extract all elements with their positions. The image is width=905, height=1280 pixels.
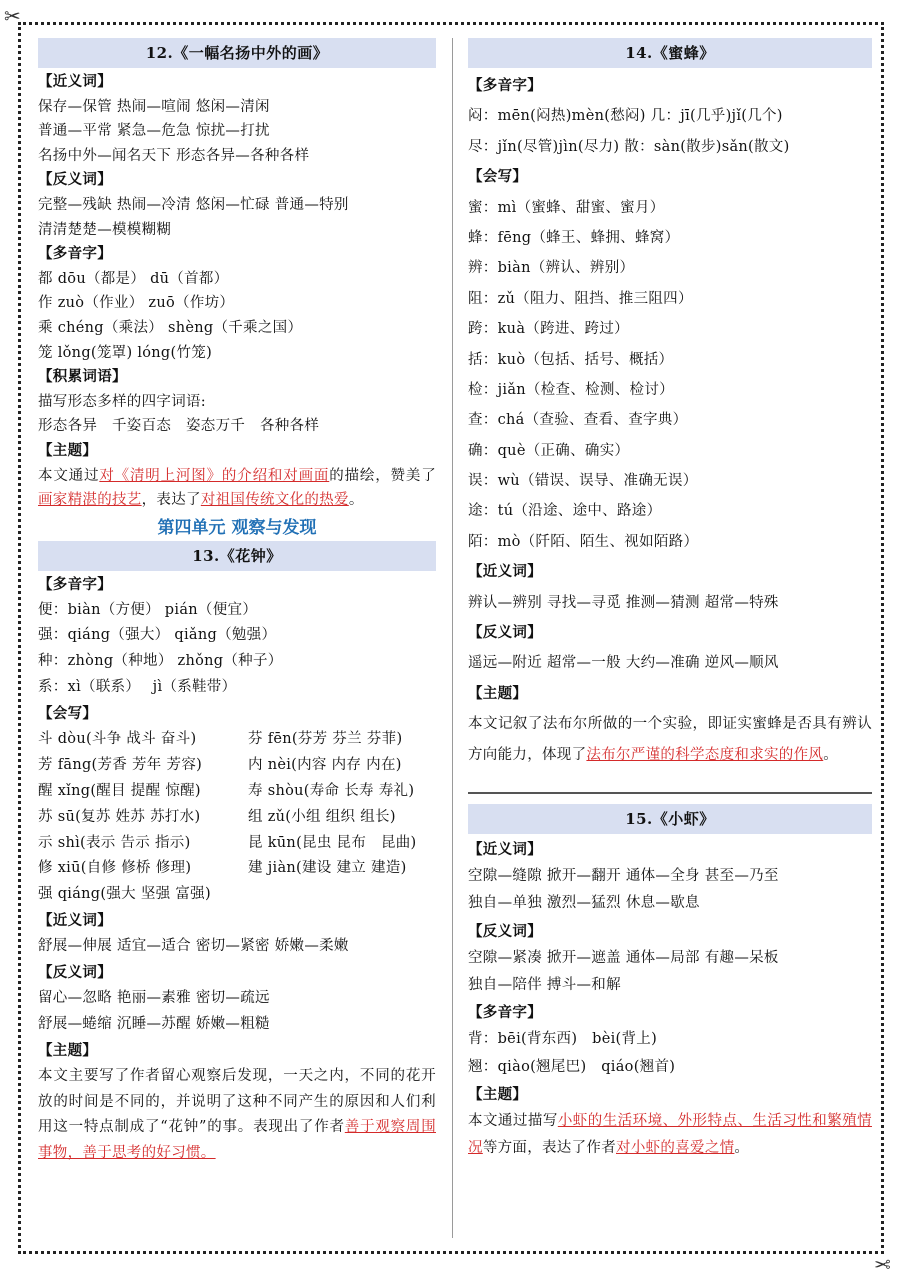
- left-column: [38, 38, 436, 1167]
- text-line: 蜂：fēng（蜂王、蜂拥、蜂窝）: [468, 229, 680, 246]
- text-line: 示 shì(表示 告示 指示): [38, 834, 191, 851]
- section-heading: 【近义词】: [468, 841, 542, 859]
- text-line: 形态各异 千姿百态 姿态万千 各种各样: [38, 418, 320, 435]
- section-heading: 【反义词】: [38, 964, 112, 982]
- text: 本文通过: [38, 467, 100, 484]
- text: 本文记叙了法布尔所做的一个实验，即证实蜜蜂是否具有辨认方向能力，体现了: [468, 716, 872, 763]
- text-line: 辨：biàn（辨认、辨别）: [468, 260, 635, 277]
- text-line: 强 qiáng(强大 坚强 富强): [38, 886, 211, 903]
- right-column: [468, 38, 872, 1162]
- highlight-text: 画家精湛的技艺: [38, 492, 142, 509]
- text-line: 普通—平常 紧急—危急 惊扰—打扰: [38, 123, 270, 140]
- text-line: 尽：jǐn(尽管)jìn(尽力) 散：sàn(散步)sǎn(散文): [468, 138, 790, 155]
- highlight-text: 对小虾的喜爱之情: [616, 1140, 735, 1157]
- text: 。: [734, 1140, 750, 1157]
- text-line: 组 zǔ(小组 组织 组长): [248, 808, 396, 825]
- section-heading: 【近义词】: [38, 912, 112, 930]
- section-heading: 【主题】: [38, 441, 98, 459]
- text-line: 确：què（正确、确实）: [468, 442, 630, 459]
- text-line: 作 zuò（作业） zuō（作坊）: [38, 295, 235, 312]
- highlight-text: 对《清明上河图》的介绍和对画面: [99, 467, 330, 484]
- text-line: 名扬中外—闻名天下 形态各异—各种各样: [38, 147, 310, 164]
- scissors-icon: ✂: [874, 1252, 891, 1276]
- text-line: 种：zhòng（种地） zhǒng（种子）: [38, 653, 283, 670]
- highlight-text: 对祖国传统文化的热爱: [200, 492, 349, 509]
- text-line: 跨：kuà（跨进、跨过）: [468, 321, 629, 338]
- text-line: 检：jiǎn（检查、检测、检讨）: [468, 381, 674, 398]
- section-divider: [468, 792, 872, 794]
- text-line: 舒展—蜷缩 沉睡—苏醒 娇嫩—粗糙: [38, 1015, 270, 1032]
- section-heading: 【多音字】: [468, 1004, 542, 1022]
- text: 本文通过描写: [468, 1112, 558, 1129]
- section-heading: 【主题】: [468, 1085, 528, 1103]
- lesson-14: [468, 38, 872, 770]
- text-line: 遥远—附近 超常—一般 大约—准确 逆风—顺风: [468, 655, 779, 672]
- lesson-13: [38, 541, 436, 1168]
- section-heading: 【反义词】: [38, 171, 112, 189]
- text-line: 括：kuò（包括、括号、概括）: [468, 351, 674, 368]
- text-line: 乘 chéng（乘法） shèng（千乘之国）: [38, 319, 303, 336]
- section-heading: 【反义词】: [468, 922, 542, 940]
- lesson-title: 12.《一幅名扬中外的画》: [38, 38, 436, 68]
- theme-paragraph: [38, 1064, 436, 1168]
- highlight-text: 小虾的生活环境、外形特点、生活习性和繁殖情况: [468, 1112, 872, 1157]
- text-line: 修 xiū(自修 修桥 修理): [38, 860, 192, 877]
- text-line: 保存—保管 热闹—喧闹 悠闲—清闲: [38, 98, 270, 115]
- text-line: 辨认—辨别 寻找—寻觅 推测—猜测 超常—特殊: [468, 594, 779, 611]
- text-line: 空隙—缝隙 掀开—翻开 通体—全身 甚至—乃至: [468, 868, 779, 885]
- text-line: 苏 sū(复苏 姓苏 苏打水): [38, 808, 201, 825]
- text-line: 阻：zǔ（阻力、阻挡、推三阻四）: [468, 290, 693, 307]
- section-heading: 【反义词】: [468, 624, 542, 642]
- text-line: 芬 fēn(芬芳 芬兰 芬菲): [248, 731, 403, 748]
- section-heading: 【多音字】: [38, 575, 112, 593]
- text: ，表达了: [141, 492, 201, 509]
- text-line: 查：chá（查验、查看、查字典）: [468, 412, 688, 429]
- text-line: 清清楚楚—模模糊糊: [38, 221, 172, 238]
- text-line: 陌：mò（阡陌、陌生、视如陌路）: [468, 533, 699, 550]
- theme-paragraph: [468, 1108, 872, 1162]
- text-line: 独自—陪伴 搏斗—和解: [468, 976, 621, 993]
- section-heading: 【多音字】: [38, 245, 112, 263]
- text-line: 途：tú（沿途、途中、路途）: [468, 503, 662, 520]
- text-line: 便：biàn（方便） pián（便宜）: [38, 601, 258, 618]
- text: 等方面，表达了作者: [482, 1140, 617, 1157]
- highlight-text: 善于观察周围事物，善于思考的好习惯。: [38, 1119, 436, 1162]
- text: 本文主要写了作者留心观察后发现，一天之内，不同的花开放的时间是不同的，并说明了这种不同产生的原因和人们利用这一特点制成了“花钟”的事。表现出了作者: [38, 1067, 436, 1136]
- lesson-15: [468, 804, 872, 1162]
- text-line: 笼 lǒng(笼罩) lóng(竹笼): [38, 344, 213, 361]
- text-line: 独自—单独 激烈—猛烈 休息—歇息: [468, 895, 700, 912]
- text-line: 寿 shòu(寿命 长寿 寿礼): [248, 782, 415, 799]
- text-line: 芳 fāng(芳香 芳年 芳容): [38, 756, 203, 773]
- text-line: 斗 dòu(斗争 战斗 奋斗): [38, 731, 197, 748]
- highlight-text: 法布尔严谨的科学态度和求实的作风: [586, 746, 824, 763]
- lesson-title: 14.《蜜蜂》: [468, 38, 872, 68]
- text-line: 内 nèi(内容 内存 内在): [248, 756, 402, 773]
- section-heading: 【积累词语】: [38, 368, 127, 386]
- section-heading: 【近义词】: [468, 563, 542, 581]
- scissors-icon: ✂: [4, 4, 21, 28]
- section-heading: 【多音字】: [468, 77, 542, 94]
- write-grid: [38, 727, 436, 908]
- unit-title: 第四单元 观察与发现: [157, 517, 317, 538]
- section-heading: 【主题】: [38, 1041, 98, 1059]
- text-line: 强：qiáng（强大） qiǎng（勉强）: [38, 627, 277, 644]
- text-line: 翘：qiào(翘尾巴) qiáo(翘首): [468, 1058, 676, 1075]
- text: 的描绘，赞美了: [329, 467, 436, 484]
- text-line: 误：wù（错误、误导、准确无误）: [468, 473, 698, 490]
- theme-paragraph: [38, 464, 436, 513]
- text-line: 闷：mēn(闷热)mèn(愁闷) 几：jī(几乎)jǐ(几个): [468, 108, 783, 125]
- text-line: 完整—残缺 热闹—冷清 悠闲—忙碌 普通—特别: [38, 196, 349, 213]
- text-line: 蜜：mì（蜜蜂、甜蜜、蜜月）: [468, 199, 665, 216]
- text-line: 描写形态多样的四字词语:: [38, 393, 206, 410]
- text-line: 醒 xǐng(醒目 提醒 惊醒): [38, 782, 201, 799]
- section-heading: 【会写】: [468, 168, 528, 186]
- column-divider: [452, 38, 453, 1238]
- text: 。: [348, 492, 364, 509]
- section-heading: 【主题】: [468, 684, 528, 702]
- text-line: 都 dōu（都是） dū（首都）: [38, 270, 229, 287]
- text-line: 背：bēi(背东西) bèi(背上): [468, 1031, 658, 1048]
- text-line: 舒展—伸展 适宜—适合 密切—紧密 娇嫩—柔嫩: [38, 938, 349, 955]
- text-line: 建 jiàn(建设 建立 建造): [248, 860, 407, 877]
- text-line: 昆 kūn(昆虫 昆布 昆曲): [248, 834, 417, 851]
- section-heading: 【会写】: [38, 705, 98, 723]
- text-line: 空隙—紧凑 掀开—遮盖 通体—局部 有趣—呆板: [468, 949, 779, 966]
- text-line: 留心—忽略 艳丽—素雅 密切—疏远: [38, 989, 270, 1006]
- text-line: 系：xì（联系） jì（系鞋带）: [38, 679, 237, 696]
- text: 。: [823, 746, 839, 763]
- lesson-title: 13.《花钟》: [38, 541, 436, 571]
- theme-paragraph: [468, 709, 872, 770]
- section-heading: 【近义词】: [38, 73, 112, 90]
- lesson-title: 15.《小虾》: [468, 804, 872, 834]
- lesson-12: [38, 38, 436, 513]
